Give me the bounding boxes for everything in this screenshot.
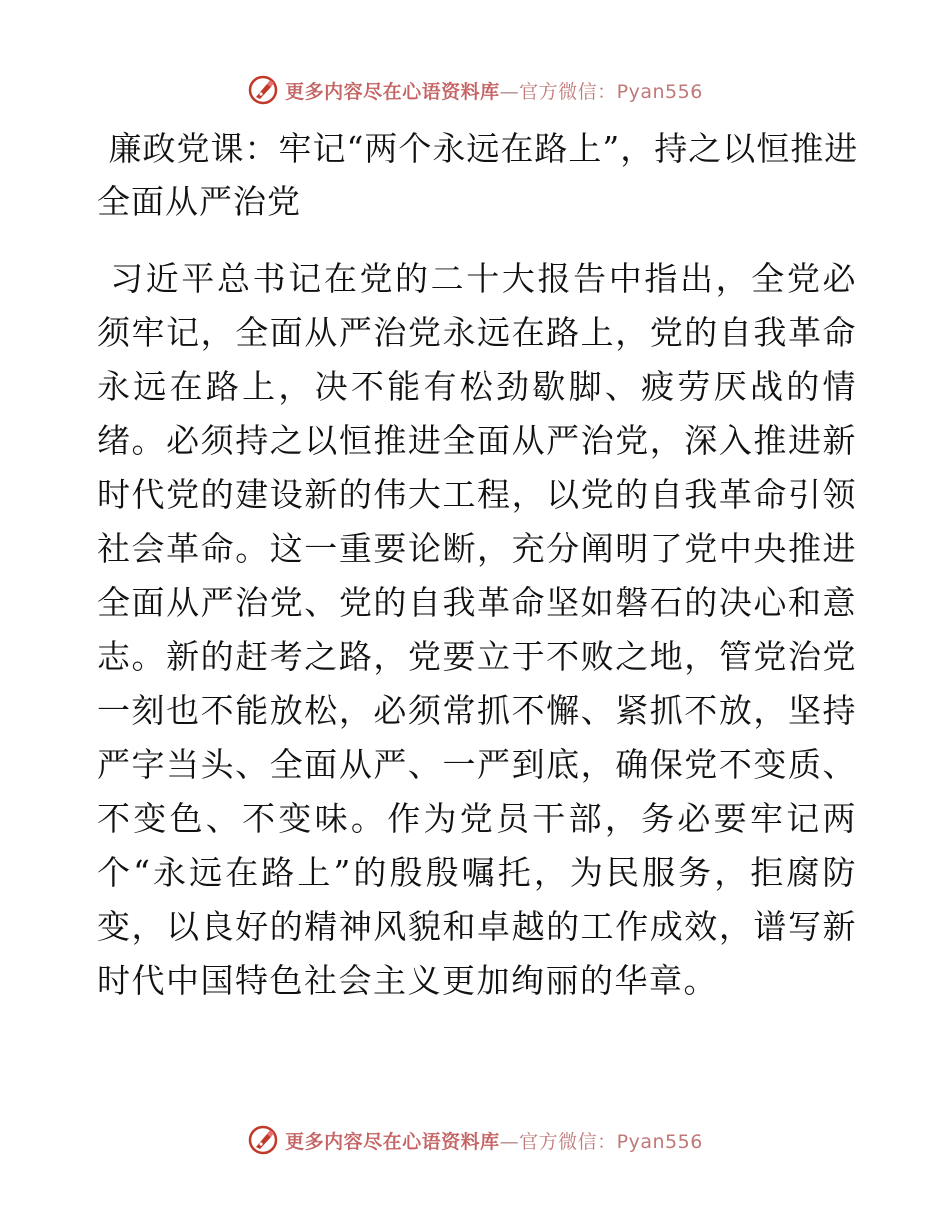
header-brand: 更多内容尽在心语资料库	[285, 80, 500, 103]
pen-nib-logo-icon	[247, 1124, 279, 1156]
pen-nib-logo-icon	[247, 74, 279, 106]
header-separator: —	[499, 80, 520, 103]
header-watermark-banner	[0, 70, 950, 110]
footer-wechat: 官方微信：Pyan556	[519, 1130, 703, 1153]
header-watermark-text	[285, 77, 703, 104]
footer-watermark-text	[285, 1127, 703, 1154]
document-body-paragraph: 习近平总书记在党的二十大报告中指出，全党必须牢记，全面从严治党永远在路上，党的自我革命永远在路上，决不能有松劲歇脚、疲劳厌战的情绪。必须持之以恒推进全面从严治党，深入推进新时代党的建设新的伟大工程，以党的自我革命引领社会革命。这一重要论断，充分阐明了党中央推进全面从严治党、党的自我革命坚如磐石的决心和意志。新的赶考之路，党要立于不败之地，管党治党一刻也不能放松，必须常抓不懈、紧抓不放，坚持严字当头、全面从严、一严到底，确保党不变质、不变色、不变味。作为党员干部，务必要牢记两个“永远在路上”的殷殷嘱托，为民服务，拒腐防变，以良好的精神风貌和卓越的工作成效，谱写新时代中国特色社会主义更加绚丽的华章。	[97, 259, 857, 1000]
footer-separator: —	[499, 1130, 520, 1153]
header-wechat: 官方微信：Pyan556	[519, 80, 703, 103]
footer-watermark-banner	[0, 1120, 950, 1160]
document-title: 廉政党课：牢记“两个永远在路上”，持之以恒推进全面从严治党	[97, 129, 859, 221]
footer-brand: 更多内容尽在心语资料库	[285, 1130, 500, 1153]
